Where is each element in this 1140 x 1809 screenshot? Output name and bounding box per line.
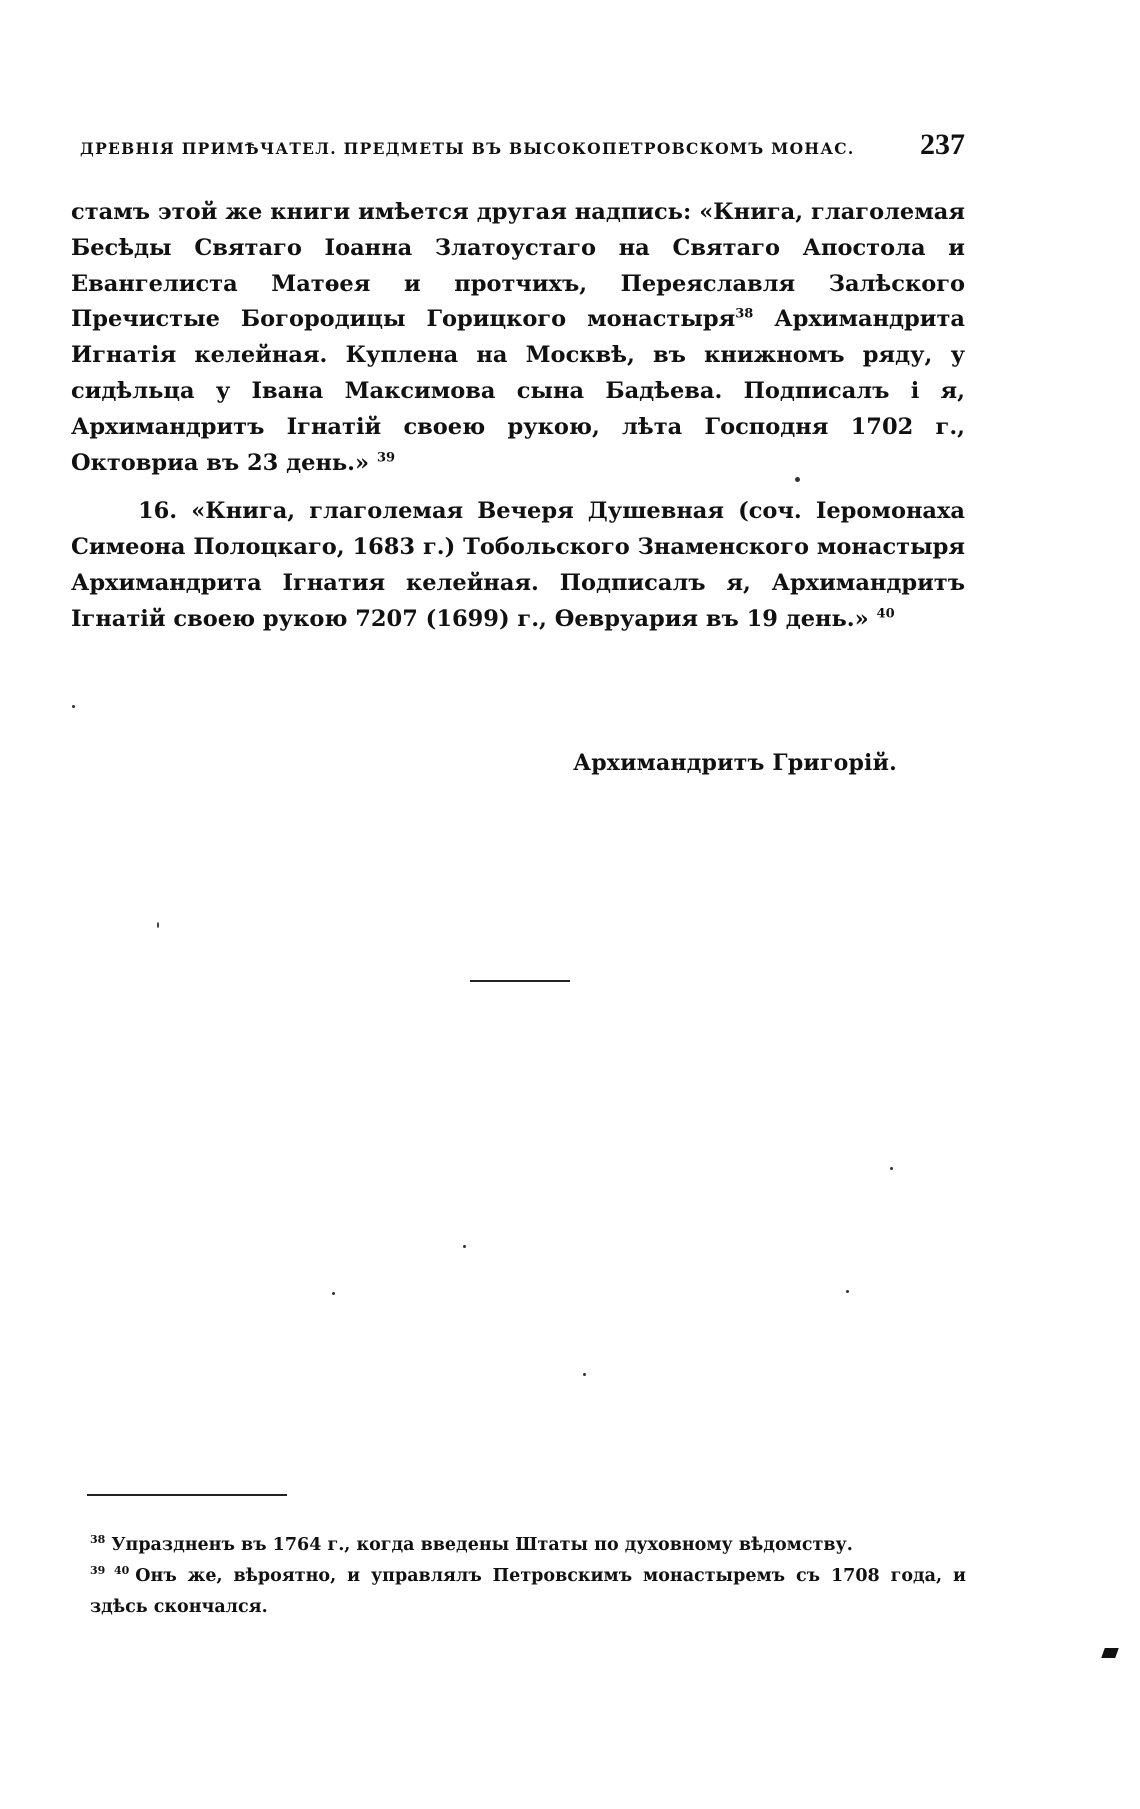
paragraph-1 xyxy=(71,195,965,481)
scan-speck xyxy=(846,1290,849,1293)
section-end-rule xyxy=(470,980,570,982)
footnotes xyxy=(90,1530,966,1623)
paragraph-1-text-a: стамъ этой же книги имѣется другая надпись: «Книга, глаголемая Бесѣды Святаго Іоанна Златоустаго на Святаго Апостола и Евангелиста Матѳея и протчихъ, Переяславля Залѣского Пречистые Богородицы Горицкого монастыря xyxy=(71,199,965,333)
scan-speck xyxy=(157,922,159,928)
footnote-39-40 xyxy=(90,1561,966,1623)
running-title: ДРЕВНІЯ ПРИМѢЧАТЕЛ. ПРЕДМЕТЫ ВЪ ВЫСОКОПЕТРОВСКОМЪ МОНАС. xyxy=(80,139,855,158)
footnote-separator xyxy=(87,1494,287,1496)
footnote-ref-38: 38 xyxy=(735,306,754,322)
paragraph-2 xyxy=(71,494,965,637)
scan-speck xyxy=(583,1373,586,1376)
scan-corner-mark xyxy=(1101,1648,1119,1658)
scan-speck xyxy=(332,1292,335,1295)
footnote-38 xyxy=(90,1530,966,1561)
author-signature: Архимандритъ Григорій. xyxy=(573,750,897,776)
running-head xyxy=(80,128,965,162)
footnote-text: Онъ же, вѣроятно, и управлялъ Петровскимъ монастыремъ съ 1708 года, и здѣсь скончался. xyxy=(90,1566,966,1617)
paragraph-1-text-b: Архимандрита Игнатія келейная. Куплена на Москвѣ, въ книжномъ ряду, у сидѣльца у Івана Максимова сына Бадѣева. Подписалъ і я, Архимандритъ Ігнатій своею рукою, лѣта Господня 1702 г., Октовриа въ 23 день.» xyxy=(71,306,965,476)
scan-speck xyxy=(72,705,75,708)
footnote-text: Упраздненъ въ 1764 г., когда введены Штаты по духовному вѣдомству. xyxy=(111,1535,853,1555)
page-number: 237 xyxy=(920,128,965,161)
scan-speck xyxy=(795,477,800,482)
footnote-number: 38 xyxy=(90,1533,106,1547)
scan-speck xyxy=(890,1167,893,1170)
footnote-ref-40: 40 xyxy=(876,606,895,622)
main-text xyxy=(71,195,965,638)
footnote-ref-39: 39 xyxy=(376,450,396,466)
footnote-number: 39 40 xyxy=(90,1564,130,1578)
scan-speck xyxy=(463,1245,466,1248)
paragraph-2-text: 16. «Книга, глаголемая Вечеря Душевная (соч. Іеромонаха Симеона Полоцкаго, 1683 г.) Тобольского Знаменского монастыря Архимандрита Ігнатия келейная. Подписалъ я, Архимандритъ Ігнатій своею рукою 7207 (1699) г., Ѳевруария въ 19 день.» xyxy=(71,498,965,632)
